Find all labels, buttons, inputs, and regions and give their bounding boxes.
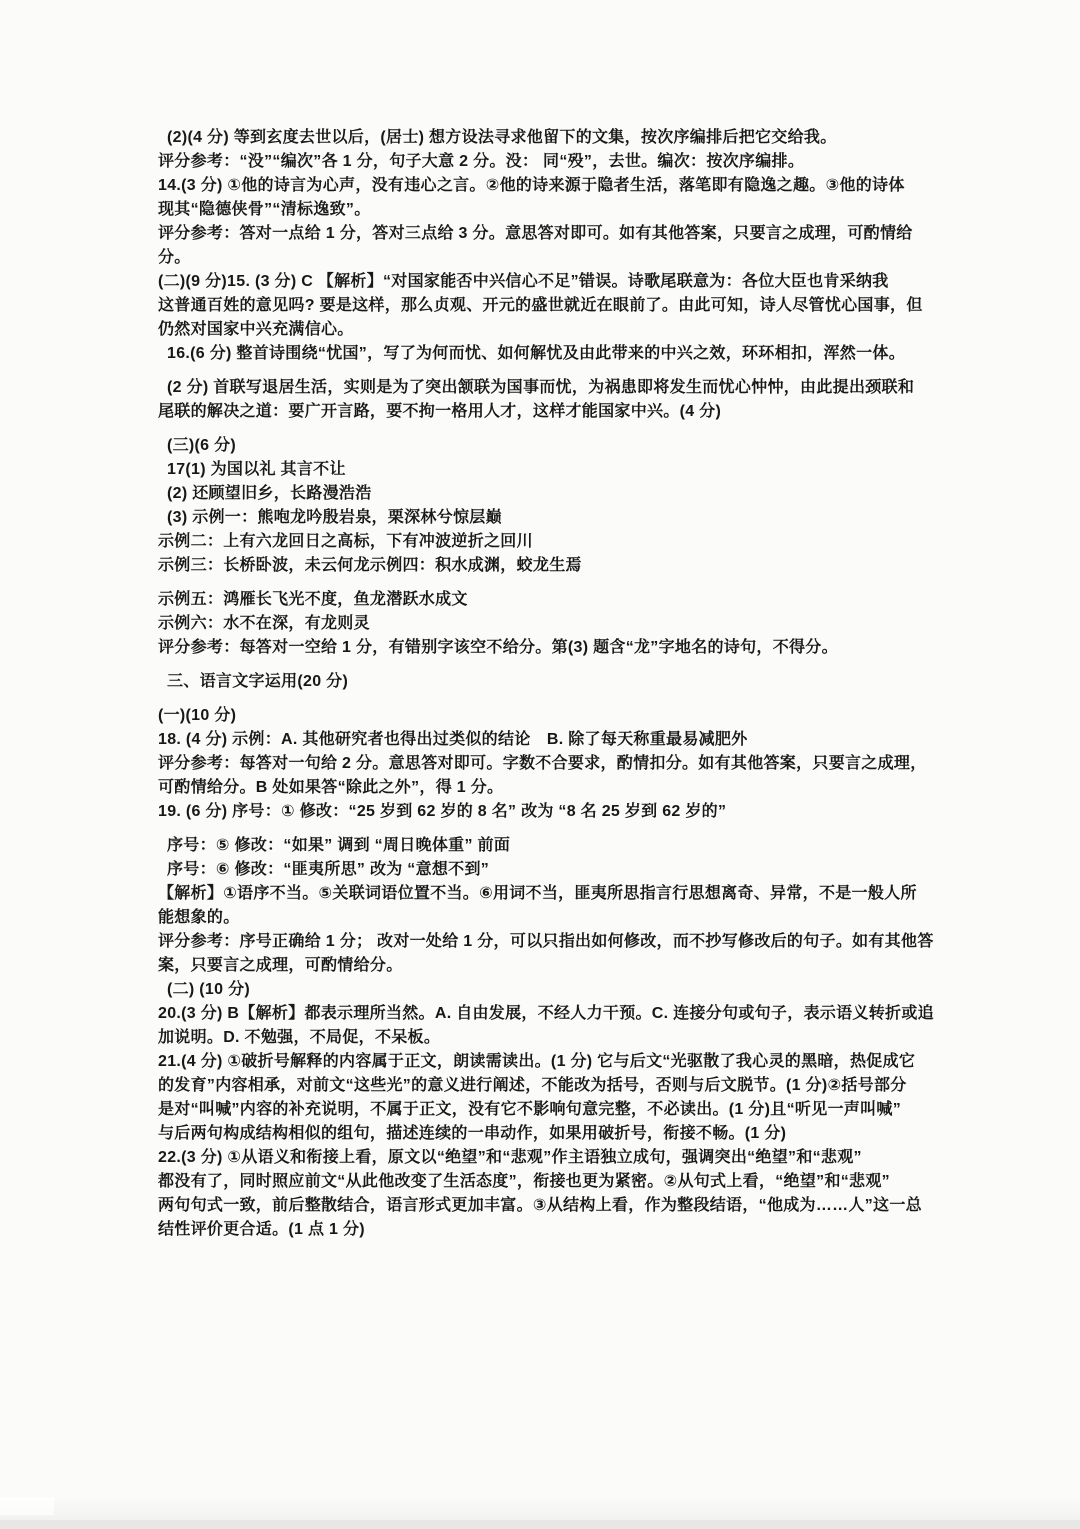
text-line: (2 分) 首联写退居生活，实则是为了突出颔联为国事而忧，为祸患即将发生而忧心忡忡，由此提出颈联和 bbox=[167, 379, 915, 396]
text-line: 案，只要言之成理，可酌情给分。 bbox=[158, 957, 403, 974]
text-line: 18. (4 分) 示例：A. 其他研究者也得出过类似的结论 B. 除了每天称重最易减肥外 bbox=[158, 731, 748, 748]
text-line: (2) 还顾望旧乡，长路漫浩浩 bbox=[167, 485, 372, 502]
text-line: 21.(4 分) ①破折号解释的内容属于正文，朗读需读出。(1 分) 它与后文“光驱散了我心灵的黑暗，热促成它 bbox=[158, 1053, 916, 1070]
text-line: 三、语言文字运用(20 分) bbox=[167, 673, 349, 690]
text-line: 19. (6 分) 序号：① 修改：“25 岁到 62 岁的 8 名” 改为 “8 名 25 岁到 62 岁的” bbox=[158, 803, 727, 820]
text-line: 可酌情给分。B 处如果答“除此之外”，得 1 分。 bbox=[158, 779, 504, 796]
text-line: 与后两句构成结构相似的组句，描述连续的一串动作，如果用破折号，衔接不畅。(1 分) bbox=[158, 1125, 787, 1142]
text-line: 评分参考：每答对一句给 2 分。意思答对即可。字数不合要求，酌情扣分。如有其他答案，只要言之成理， bbox=[158, 755, 927, 772]
text-line: 都没有了，同时照应前文“从此他改变了生活态度”，衔接也更为紧密。②从句式上看，“绝望”和“悲观” bbox=[158, 1173, 890, 1190]
text-line: 评分参考：每答对一空给 1 分，有错别字该空不给分。第(3) 题含“龙”字地名的诗句，不得分。 bbox=[158, 639, 838, 656]
text-line: 【解析】①语序不当。⑤关联词语位置不当。⑥用词不当，匪夷所思指言行思想离奇、异常，不是一般人所 bbox=[158, 885, 917, 902]
text-line: 分。 bbox=[158, 249, 191, 266]
text-line: 示例三：长桥卧波，未云何龙示例四：积水成渊，蛟龙生焉 bbox=[158, 557, 582, 574]
text-line: 仍然对国家中兴充满信心。 bbox=[158, 321, 354, 338]
text-line: 17(1) 为国以礼 其言不让 bbox=[167, 461, 346, 478]
text-line: 结性评价更合适。(1 点 1 分) bbox=[158, 1221, 365, 1238]
text-line: 14.(3 分) ①他的诗言为心声，没有违心之言。②他的诗来源于隐者生活，落笔即有隐逸之趣。③他的诗体 bbox=[158, 177, 905, 194]
text-line: 评分参考：“没”“编次”各 1 分，句子大意 2 分。没： 同“殁”，去世。编次：按次序编排。 bbox=[158, 153, 805, 170]
scan-edge-strip bbox=[0, 1520, 1080, 1529]
text-line: 是对“叫喊”内容的补充说明，不属于正文，没有它不影响句意完整，不必读出。(1 分)且“听见一声叫喊” bbox=[158, 1101, 902, 1118]
text-line: 加说明。D. 不勉强，不局促，不呆板。 bbox=[158, 1029, 441, 1046]
text-line: 的发育”内容相承，对前文“这些光”的意义进行阐述，不能改为括号，否则与后文脱节。(1 分)②括号部分 bbox=[158, 1077, 907, 1094]
text-line: 尾联的解决之道：要广开言路，要不拘一格用人才，这样才能国家中兴。(4 分) bbox=[158, 403, 722, 420]
text-line: (二)(9 分)15. (3 分) C 【解析】“对国家能否中兴信心不足”错误。诗歌尾联意为：各位大臣也肯采纳我 bbox=[158, 273, 889, 290]
text-line: (2)(4 分) 等到玄度去世以后，(居士) 想方设法寻求他留下的文集，按次序编排后把它交给我。 bbox=[167, 129, 837, 146]
text-line: 两句句式一致，前后整散结合，语言形式更加丰富。③从结构上看，作为整段结语，“他成为……人”这一总 bbox=[158, 1197, 922, 1214]
text-line: (3) 示例一：熊咆龙吟殷岩泉，栗深林兮惊层巅 bbox=[167, 509, 502, 526]
text-line: 16.(6 分) 整首诗围绕“忧国”，写了为何而忧、如何解忧及由此带来的中兴之效，环环相扣，浑然一体。 bbox=[167, 345, 905, 362]
text-line: 这普通百姓的意见吗? 要是这样，那么贞观、开元的盛世就近在眼前了。由此可知，诗人尽管忧心国事，但 bbox=[158, 297, 923, 314]
text-line: 现其“隐德侠骨”“清标逸致”。 bbox=[158, 201, 371, 218]
text-line: 20.(3 分) B【解析】都表示理所当然。A. 自由发展，不经人力干预。C. 连接分句或句子，表示语义转折或追 bbox=[158, 1005, 934, 1022]
text-line: 序号：⑥ 修改：“匪夷所思” 改为 “意想不到” bbox=[167, 861, 490, 878]
answer-key-text-block bbox=[158, 126, 933, 1242]
text-line: 能想象的。 bbox=[158, 909, 240, 926]
text-line: (二) (10 分) bbox=[167, 981, 250, 998]
text-line: 示例六：水不在深，有龙则灵 bbox=[158, 615, 370, 632]
text-line: 评分参考：序号正确给 1 分； 改对一处给 1 分，可以只指出如何修改，而不抄写修改后的句子。如有其他答 bbox=[158, 933, 934, 950]
scan-edge-shade bbox=[0, 1496, 1080, 1520]
text-line: (三)(6 分) bbox=[167, 437, 237, 454]
text-line: 示例五：鸿雁长飞光不度，鱼龙潜跃水成文 bbox=[158, 591, 468, 608]
text-line: 评分参考：答对一点给 1 分，答对三点给 3 分。意思答对即可。如有其他答案，只要言之成理，可酌情给 bbox=[158, 225, 913, 242]
text-line: (一)(10 分) bbox=[158, 707, 237, 724]
scan-edge-corner bbox=[0, 1497, 54, 1515]
text-line: 22.(3 分) ①从语义和衔接上看，原文以“绝望”和“悲观”作主语独立成句，强调突出“绝望”和“悲观” bbox=[158, 1149, 862, 1166]
text-line: 示例二：上有六龙回日之高标，下有冲波逆折之回川 bbox=[158, 533, 533, 550]
text-line: 序号：⑤ 修改：“如果” 调到 “周日晚体重” 前面 bbox=[167, 837, 511, 854]
